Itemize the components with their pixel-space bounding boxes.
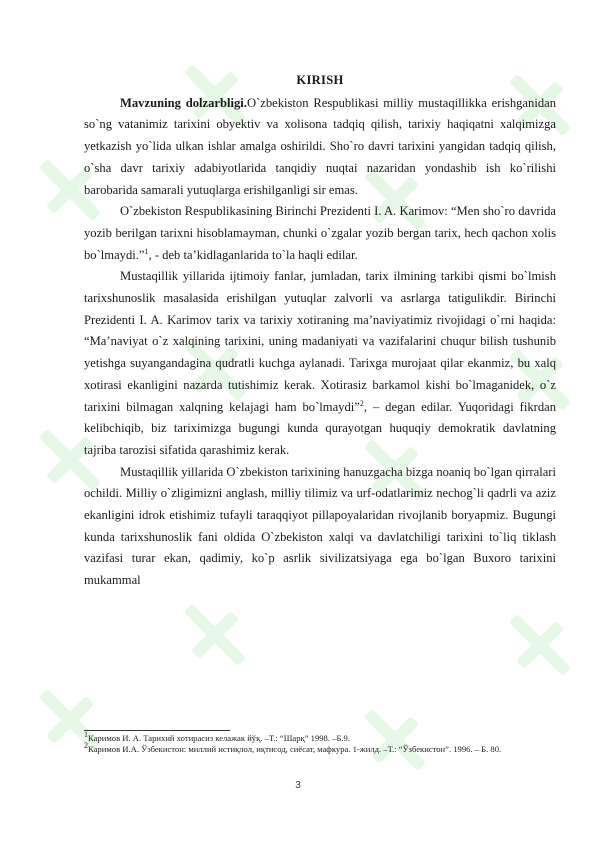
- paragraph-text: , – degan edilar. Yuqoridagi fikrdan kelibchiqib, biz tariximizga bugungi kunda qurayotgan huquqiy demokratik davlatning tajriba tarozisi sifatida qarashimiz kerak.: [84, 399, 556, 457]
- footnote-text: Каримов И.А. Ўзбекистон: миллий истиқлол, иқтисод, сиёсат, мафкура. 1-жилд. –Т.: “Ўзбекистон”. 1996. – Б. 80.: [88, 743, 502, 754]
- paragraph-text: , - deb ta’kidlaganlarida to`la haqli edilar.: [148, 247, 358, 262]
- paragraph-text: O`zbekiston Respublikasining Birinchi Prezidenti I. A. Karimov: “Men sho`ro davrida yozib berilgan tarixni hisoblamayman, chunki o`zgalar yozib bergan tarix, hech qachon xolis bo`lmaydi.”: [84, 204, 556, 262]
- paragraph-quote-karimov: [84, 201, 556, 266]
- paragraph-text: Mustaqillik yillarida O`zbekiston tarixining hanuzgacha bizga noaniq bo`lgan qirralari ochildi. Milliy o`zligimizni anglash, milliy tilimiz va urf-odatlarimiz nechog`li qadrli va aziz ekanligini idrok etishimiz tufayli taraqqiyot pillapoyalaridan rivojlanib boryapmiz. Bugungi kunda tarixshunoslik fani oldida O`zbekiston xalqi va davlatchiligi tarixini to`liq tiklash vazifasi turar ekan, qadimiy, ko`p asrlik sivilizatsiyaga ega bo`lgan Buxoro tarixini mukammal: [84, 464, 556, 588]
- footnote-text: Каримов И. А. Тарихий хотирасиз келажак йўқ. –Т.: “Шарқ” 1998. –Б.9.: [88, 733, 350, 743]
- footnote-item: [84, 730, 556, 744]
- paragraph-text: Mustaqillik yillarida ijtimoiy fanlar, jumladan, tarix ilmining tarkibi qismi bo`lmish tarixshunoslik masalasida erishilgan yutuqlar zalvorli va asrlarga tatigulikdir. Birinchi Prezidenti I. A. Karimov tarix va tarixiy xotiraning ma’naviyatimiz rivojidagi o`rni haqida: “Ma’naviyat o`z xalqining tarixini, uning madaniyati va vazifalarini chuqur bilish tushunib yetishga suyangandagina qudratli kuchga aylanadi. Tarixga murojaat qilar ekanmiz, bu xalq xotirasi ekanligini nazarda tutishimiz kerak. Xotirasiz barkamol kishi bo`lmaganidek, o`z tarixini bilmagan xalqning kelajagi ham bo`lmaydi”: [84, 269, 556, 414]
- footnote-item: [84, 740, 556, 755]
- paragraph-independence: [84, 462, 556, 592]
- footnote-mark: 1: [84, 730, 88, 740]
- footnote-ref: 2: [359, 398, 364, 408]
- paragraph-historiography: [84, 266, 556, 461]
- footnote-divider: [84, 730, 230, 731]
- footnote-ref: 1: [144, 246, 149, 256]
- footnote-mark: 2: [84, 740, 88, 750]
- footnotes: [84, 730, 556, 754]
- paragraph-lead-heading: Mavzuning dolzarbligi.: [120, 95, 247, 110]
- page-title: KIRISH: [296, 73, 344, 87]
- paragraph-text: O`zbekiston Respublikasi milliy mustaqillikka erishganidan so`ng vatanimiz tarixini obyektiv va xolisona tadqiq qilish, tarixiy haqiqatni xalqimizga yetkazish yo`lida ulkan ishlar amalga oshirildi. Sho`ro davri tarixini yangidan tadqiq qilish, o`sha davr tarixiy adabiyotlarida tanqidiy nuqtai nazaridan yondashib ish ko`rilishi barobarida samarali yutuqlarga erishilganligi sir emas.: [84, 95, 557, 197]
- document-body: [84, 70, 556, 592]
- paragraph-relevance: [84, 93, 556, 202]
- page-number: 3: [295, 780, 301, 791]
